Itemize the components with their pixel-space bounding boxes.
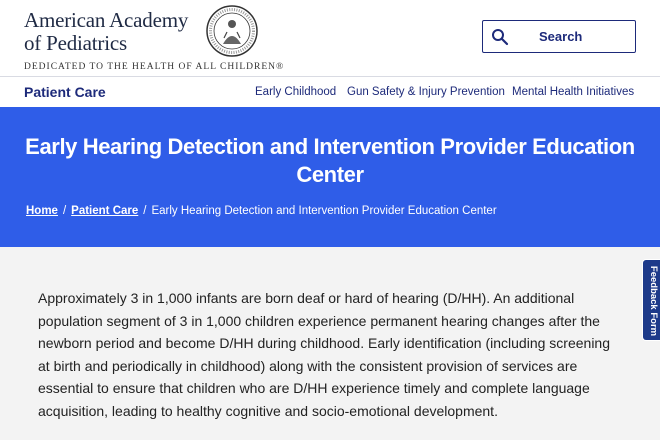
breadcrumb-separator: / bbox=[143, 205, 147, 217]
logo-line-1: American Academy bbox=[24, 8, 189, 32]
search-label: Search bbox=[539, 29, 583, 44]
intro-paragraph: Approximately 3 in 1,000 infants are born deaf or hard of hearing (D/HH). An additional population segment of 3 in 1,000 children experience permanent hearing changes after the newborn period and become D/HH during childhood. Early identification (including screening at birth and periodically in childhood) along with the consistent provision of services are essential to ensure that children who are D/HH experience timely and complete language acquisition, leading to healthy cognitive and socio-emotional development. bbox=[38, 290, 610, 419]
search-icon bbox=[491, 28, 509, 46]
section-nav bbox=[0, 77, 660, 107]
nav-section-title[interactable]: Patient Care bbox=[24, 84, 106, 100]
nav-link-gun-safety[interactable]: Gun Safety & Injury Prevention bbox=[347, 86, 505, 98]
breadcrumb bbox=[26, 205, 497, 217]
breadcrumb-separator: / bbox=[62, 205, 67, 217]
main-content bbox=[0, 247, 660, 440]
feedback-form-label: Feedback Form bbox=[648, 265, 659, 337]
nav-link-mental-health[interactable]: Mental Health Initiatives bbox=[512, 86, 635, 98]
breadcrumb-current: Early Hearing Detection and Intervention Provider Education Center bbox=[151, 205, 497, 217]
page-title: Early Hearing Detection and Intervention Provider Education Center bbox=[25, 134, 635, 187]
aap-logo[interactable] bbox=[24, 9, 188, 55]
nav-link-early-childhood[interactable]: Early Childhood bbox=[255, 86, 337, 98]
logo-line-2: of Pediatrics bbox=[24, 31, 127, 55]
breadcrumb-patient-care[interactable]: Patient Care bbox=[71, 205, 139, 217]
aap-seal-icon bbox=[205, 4, 259, 58]
hero-banner bbox=[0, 107, 660, 247]
feedback-form-tab[interactable] bbox=[642, 259, 660, 341]
site-header bbox=[0, 0, 660, 76]
tagline: DEDICATED TO THE HEALTH OF ALL CHILDREN® bbox=[24, 62, 285, 72]
search-button[interactable] bbox=[482, 20, 636, 53]
breadcrumb-home[interactable]: Home bbox=[26, 205, 58, 217]
